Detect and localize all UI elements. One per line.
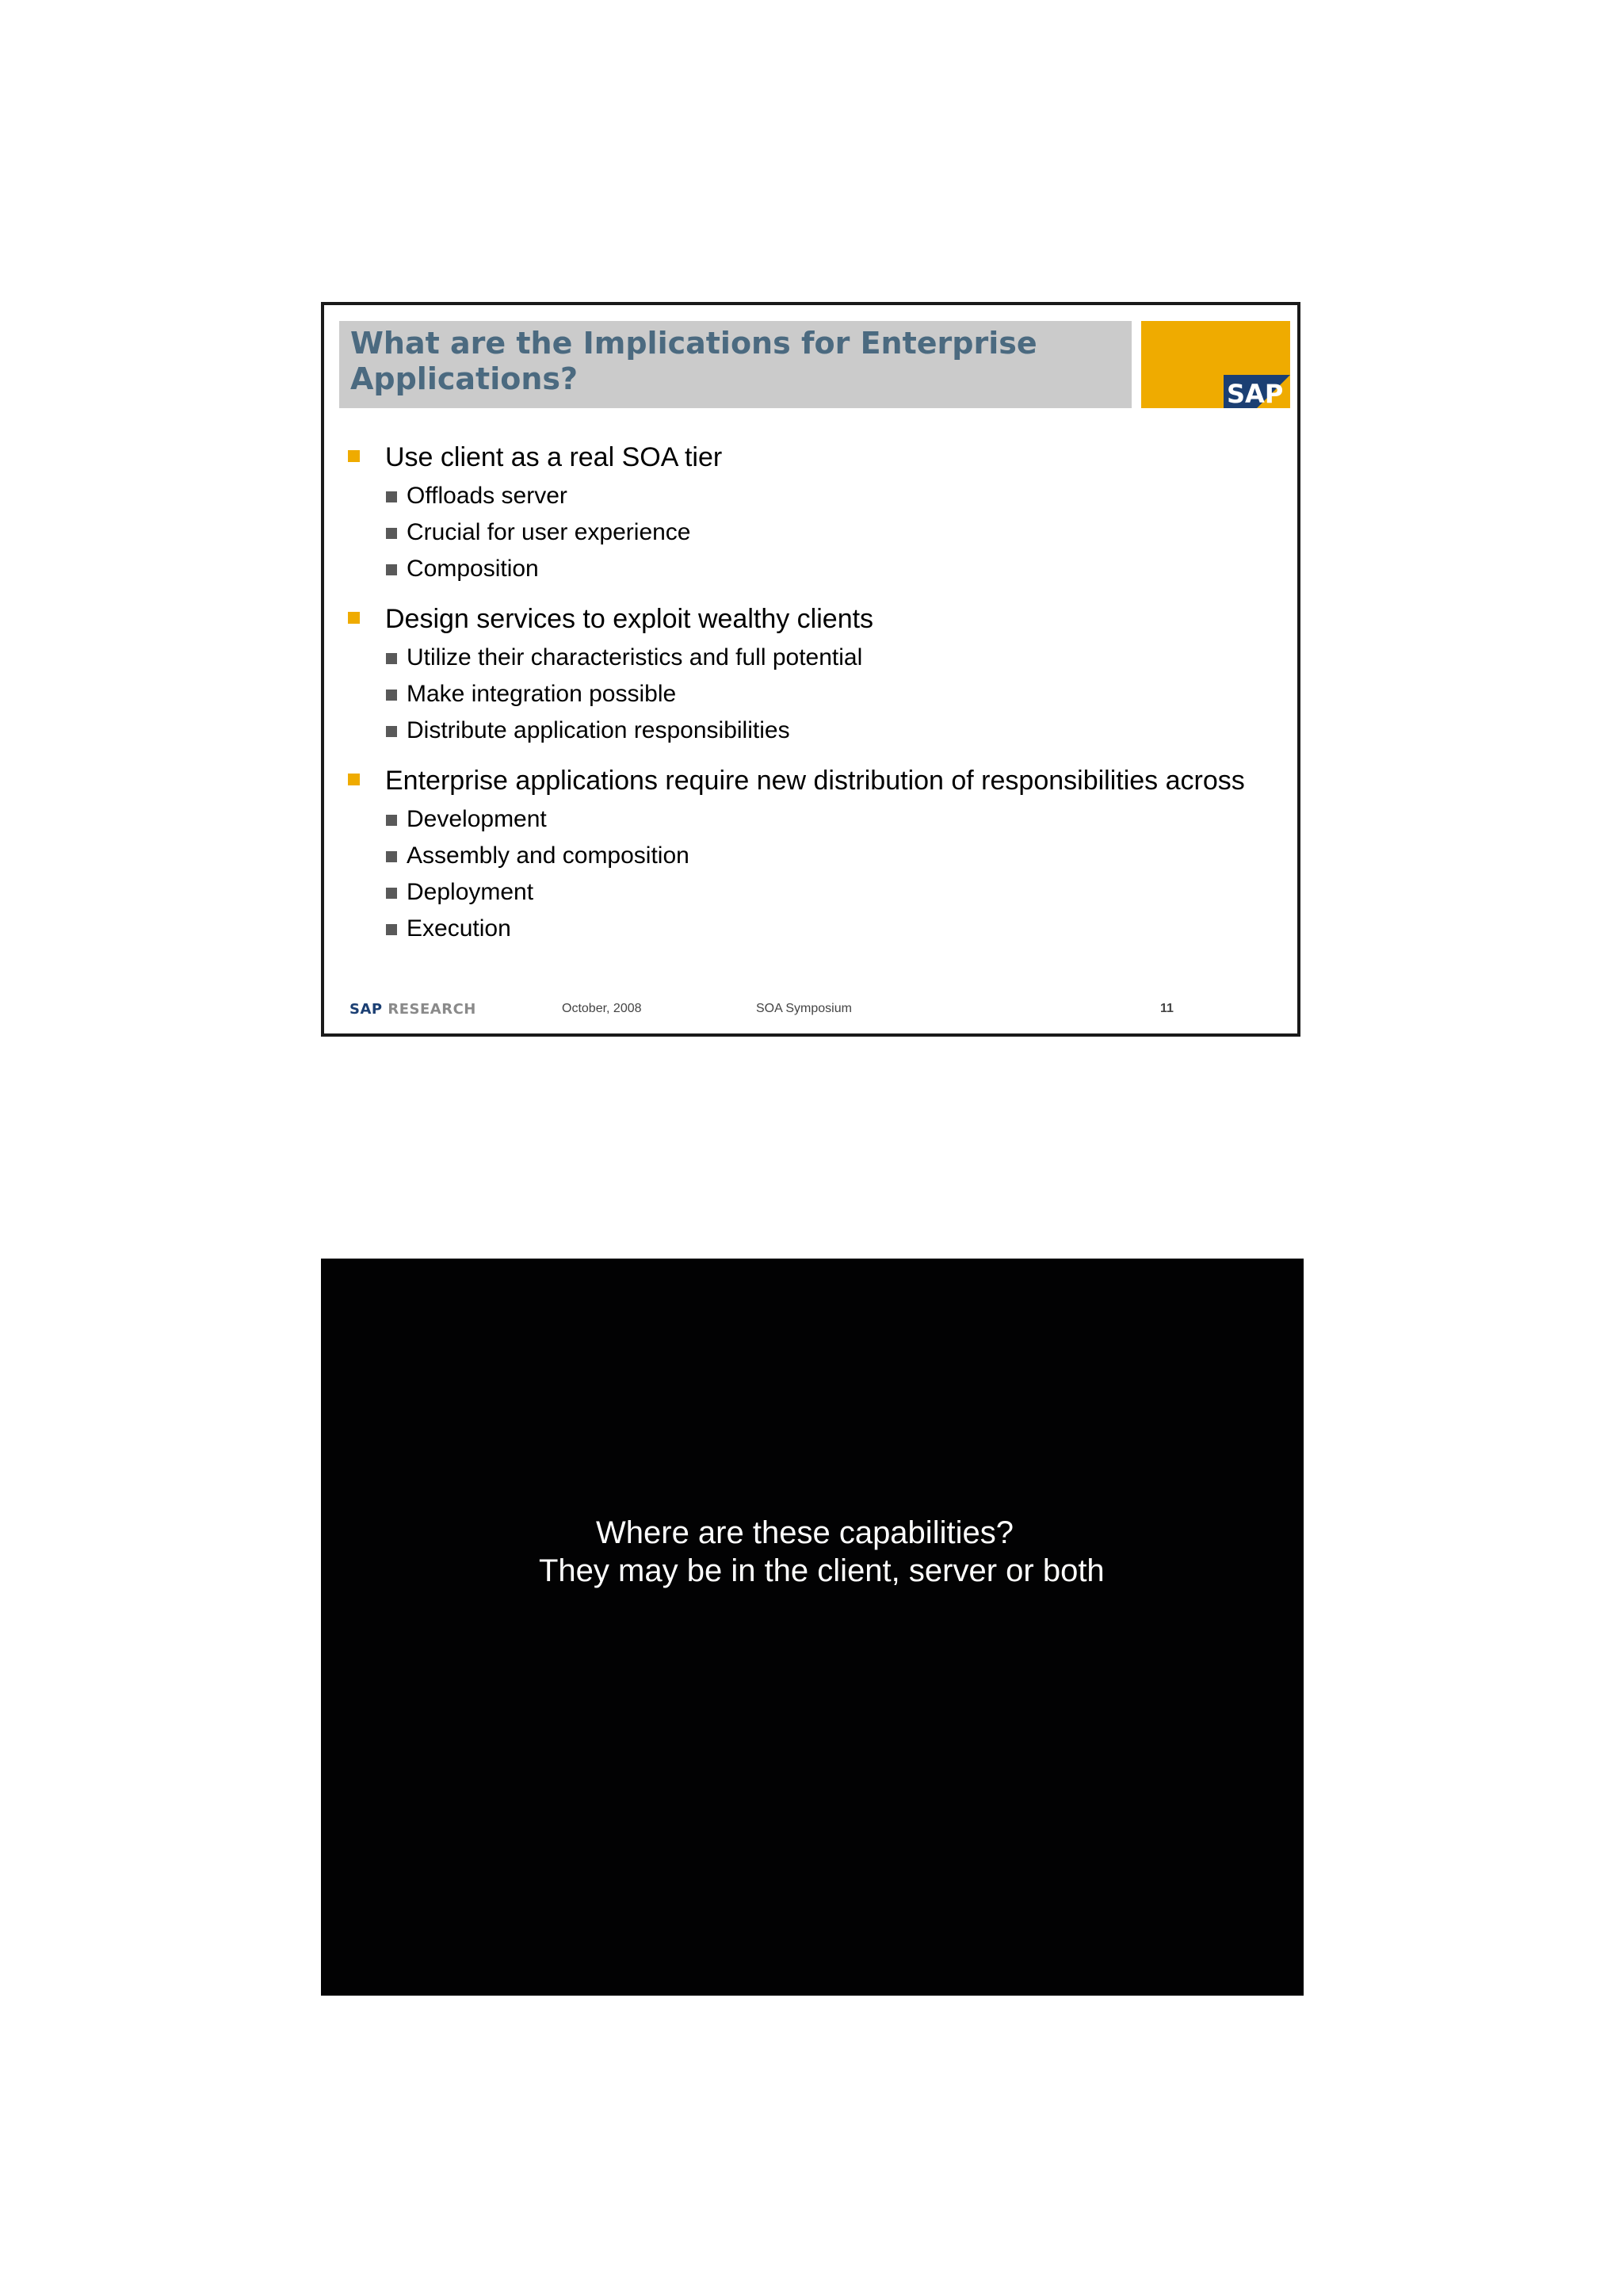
sub-bullet-text: Distribute application responsibilities [407, 717, 790, 743]
sub-bullet-square-icon [386, 888, 397, 899]
sub-bullet-text: Execution [407, 915, 511, 942]
bullet-item [348, 765, 1283, 797]
sub-bullet-item [348, 514, 1283, 551]
sub-bullet-text: Composition [407, 556, 539, 582]
capabilities-question: Where are these capabilities? [596, 1515, 1014, 1550]
sap-research-logo [349, 1001, 476, 1018]
bullet-text: Enterprise applications require new distribution of responsibilities across [385, 766, 1245, 796]
sub-bullet-square-icon [386, 528, 397, 539]
bullet-group [348, 765, 1283, 947]
sub-bullet-item [348, 551, 1283, 587]
sub-bullet-item [348, 911, 1283, 947]
sap-logo-text: SAP [1227, 379, 1284, 408]
slide-title: What are the Implications for Enterprise Applications? [350, 326, 1037, 396]
sub-bullet-square-icon [386, 653, 397, 664]
bullet-group [348, 441, 1283, 587]
footer-date: October, 2008 [562, 1002, 642, 1015]
sap-logo-box [1141, 321, 1290, 408]
bullet-square-icon [348, 450, 360, 462]
sub-bullet-square-icon [386, 851, 397, 862]
footer-event: SOA Symposium [756, 1002, 852, 1015]
sub-bullet-list [348, 640, 1283, 749]
sub-bullet-item [348, 838, 1283, 874]
page-number: 11 [1160, 1002, 1174, 1015]
sub-bullet-text: Assembly and composition [407, 842, 689, 869]
sub-bullet-item [348, 801, 1283, 838]
sub-bullet-item [348, 640, 1283, 676]
footer-logo-research: RESEARCH [388, 1001, 476, 1018]
sub-bullet-square-icon [386, 564, 397, 575]
bullet-text: Design services to exploit wealthy clients [385, 604, 874, 634]
sub-bullet-text: Deployment [407, 879, 534, 905]
sub-bullet-item [348, 712, 1283, 749]
sub-bullet-item [348, 478, 1283, 514]
sub-bullet-square-icon [386, 726, 397, 737]
slide-implications [321, 302, 1300, 1037]
sub-bullet-text: Crucial for user experience [407, 519, 691, 545]
sub-bullet-item [348, 874, 1283, 911]
bullet-item [348, 441, 1283, 473]
slide-capabilities [321, 1259, 1304, 1996]
sub-bullet-square-icon [386, 491, 397, 502]
bullet-square-icon [348, 612, 360, 624]
sub-bullet-text: Development [407, 806, 547, 832]
sub-bullet-square-icon [386, 924, 397, 935]
sub-bullet-square-icon [386, 690, 397, 701]
capabilities-answer: They may be in the client, server or both [539, 1553, 1105, 1588]
sub-bullet-text: Utilize their characteristics and full potential [407, 644, 863, 670]
bullet-square-icon [348, 774, 360, 785]
footer-logo-sap: SAP [349, 1001, 383, 1018]
sub-bullet-list [348, 801, 1283, 947]
sub-bullet-list [348, 478, 1283, 587]
sub-bullet-text: Make integration possible [407, 681, 677, 707]
title-bar [339, 321, 1132, 408]
bullet-group [348, 603, 1283, 749]
sub-bullet-item [348, 676, 1283, 712]
sub-bullet-text: Offloads server [407, 483, 567, 509]
sap-logo-icon [1224, 375, 1290, 408]
sub-bullet-square-icon [386, 815, 397, 826]
bullet-text: Use client as a real SOA tier [385, 442, 723, 472]
bullet-item [348, 603, 1283, 635]
bullet-list [348, 441, 1283, 963]
